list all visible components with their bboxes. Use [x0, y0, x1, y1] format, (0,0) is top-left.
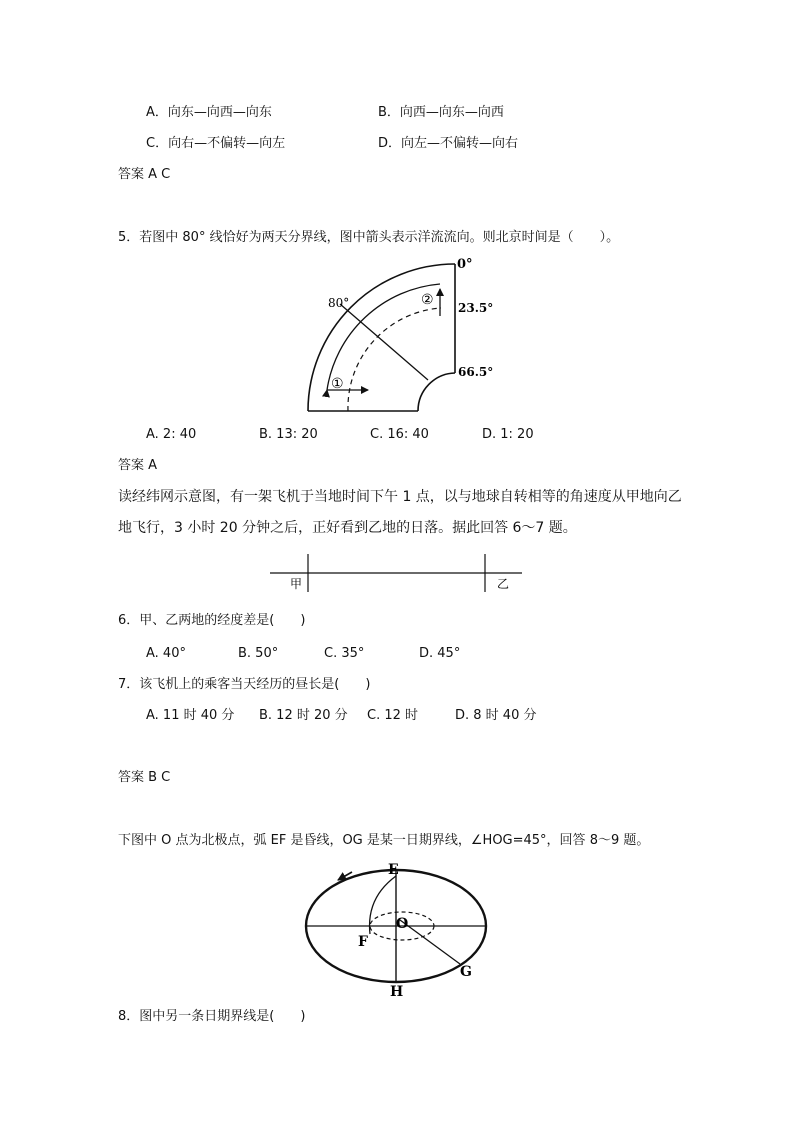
label-H: H — [390, 984, 404, 998]
q7-stem: 7．该飞机上的乘客当天经历的昼长是( ) — [118, 677, 371, 692]
inner-arc-boundary — [418, 373, 455, 411]
label-E: E — [388, 862, 399, 878]
q6-option-d: D. 45° — [419, 646, 461, 661]
q7-option-c: C. 12 时 — [367, 708, 419, 723]
q5-option-b: B. 13: 20 — [259, 427, 318, 442]
q6-stem: 6．甲、乙两地的经度差是( ) — [118, 613, 306, 628]
q6-option-a: A. 40° — [146, 646, 186, 661]
answer-6-7: 答案 B C — [118, 770, 171, 785]
label-yi: 乙 — [497, 577, 510, 591]
label-80: 80° — [328, 296, 350, 310]
q7-option-a: A. 11 时 40 分 — [146, 708, 235, 723]
mark-1: ① — [331, 376, 344, 392]
q5-answer: 答案 A — [118, 458, 158, 473]
passage-8-9: 下图中 O 点为北极点，弧 EF 是昏线，OG 是某一日期界线，∠HOG=45°，回答 8～9 题。 — [118, 833, 650, 848]
q7-option-b: B. 12 时 20 分 — [259, 708, 348, 723]
q8-stem: 8．图中另一条日期界线是( ) — [118, 1009, 306, 1024]
meridian-80 — [340, 304, 428, 380]
passage-6-7-line1: 读经纬网示意图，有一架飞机于当地时间下午 1 点，以与地球自转相等的角速度从甲地向乙 — [118, 489, 682, 505]
mark-2: ② — [421, 292, 434, 308]
q4-option-b: B．向西—向东—向西 — [378, 105, 504, 120]
q6-option-c: C. 35° — [324, 646, 365, 661]
label-F: F — [358, 934, 368, 950]
label-O: O — [396, 916, 409, 932]
q5-option-c: C. 16: 40 — [370, 427, 429, 442]
label-66: 66.5° — [458, 365, 494, 379]
q6-option-b: B. 50° — [238, 646, 279, 661]
q5-stem: 5．若图中 80° 线恰好为两天分界线，图中箭头表示洋流流向。则北京时间是（ ）。 — [118, 230, 620, 245]
q5-option-a: A. 2: 40 — [146, 427, 197, 442]
arc-EF — [370, 876, 396, 934]
passage-6-7-line2: 地飞行，3 小时 20 分钟之后，正好看到乙地的日落。据此回答 6～7 题。 — [118, 520, 577, 536]
q4-option-c: C．向右—不偏转—向左 — [146, 136, 286, 151]
q4-answer: 答案 A C — [118, 167, 171, 182]
label-G: G — [460, 964, 472, 980]
label-jia: 甲 — [290, 577, 303, 591]
q4-option-a: A．向东—向西—向东 — [146, 105, 272, 120]
label-0: 0° — [457, 257, 473, 272]
q8-figure — [302, 858, 502, 998]
q7-option-d: D. 8 时 40 分 — [455, 708, 537, 723]
q5-figure — [300, 256, 500, 416]
q6-figure — [268, 552, 528, 594]
q4-option-d: D．向左—不偏转—向右 — [378, 136, 519, 151]
label-23: 23.5° — [458, 301, 494, 315]
q5-option-d: D. 1: 20 — [482, 427, 534, 442]
